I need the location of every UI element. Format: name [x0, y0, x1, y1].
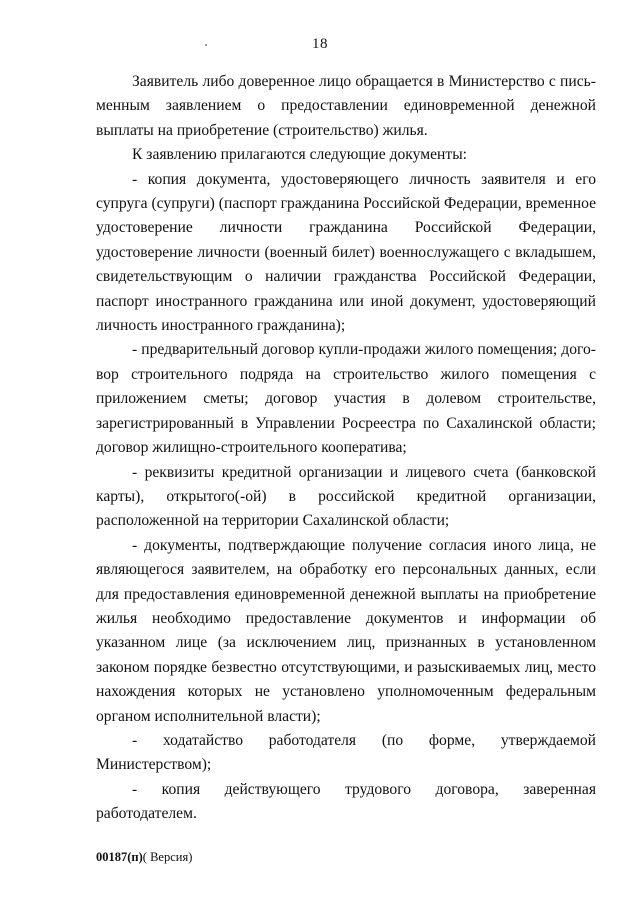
- page-number: 18: [312, 36, 328, 52]
- list-item-employment-contract: - копия действующего трудового договора, заверенная работодателем.: [96, 780, 596, 823]
- list-item-employer-petition: - ходатайство работодателя (по форме, утверждаемой Министерством);: [96, 731, 596, 774]
- list-item-contracts: - предварительный договор купли-продажи жилого помещения; договор строительного подряда на строительство жилого помещения с приложением сметы; договор участия в долевом строительстве, зарегистрированный в Управлении Росреестра по Сахалинской области; договор жилищно-строительного кооператива;: [96, 341, 596, 457]
- footer-code: 00187(п): [96, 850, 143, 864]
- paragraph-applicant: Заявитель либо доверенное лицо обращается в Министерство с письменным заявлением о предоставлении единовременной денежной выплаты на приобретение (строительство) жилья.: [96, 73, 596, 139]
- list-item-consent-documents: - документы, подтверждающие получение согласия иного лица, не являющегося заявителем, на обработку его персональных данных, если для предоставления единовременной денежной выплаты на приобретение жилья необходимо предоставление документов и информации об указанном лице (за исключением лиц, признанных в установленном законом порядке безвестно отсутствующими, и разыскиваемых лиц, место нахождения которых не установлено уполномоченным федеральным органом исполнительной власти);: [96, 536, 596, 725]
- list-item-identity-copy: - копия документа, удостоверяющего личность заявителя и его супруга (супруги) (паспорт гражданина Российской Федерации, временное удостоверение личности гражданина Российской Федерации, удостоверение личности (военный билет) военнослужащего с вкладышем, свидетельствующим о наличии гражданства Российской Федерации, паспорт иностранного гражданина или иной документ, удостоверяющий личность иностранного гражданина);: [96, 170, 596, 335]
- paragraph-documents-intro: К заявлению прилагаются следующие документы:: [132, 146, 468, 164]
- footer-document-code: [96, 850, 192, 865]
- document-body: [96, 70, 596, 827]
- scan-speck: [205, 44, 207, 46]
- list-item-bank-details: - реквизиты кредитной организации и лицевого счета (банковской карты), открытого(-ой) в российской кредитной организации, расположенной на территории Сахалинской области;: [96, 463, 596, 530]
- footer-version: ( Версия): [142, 850, 193, 864]
